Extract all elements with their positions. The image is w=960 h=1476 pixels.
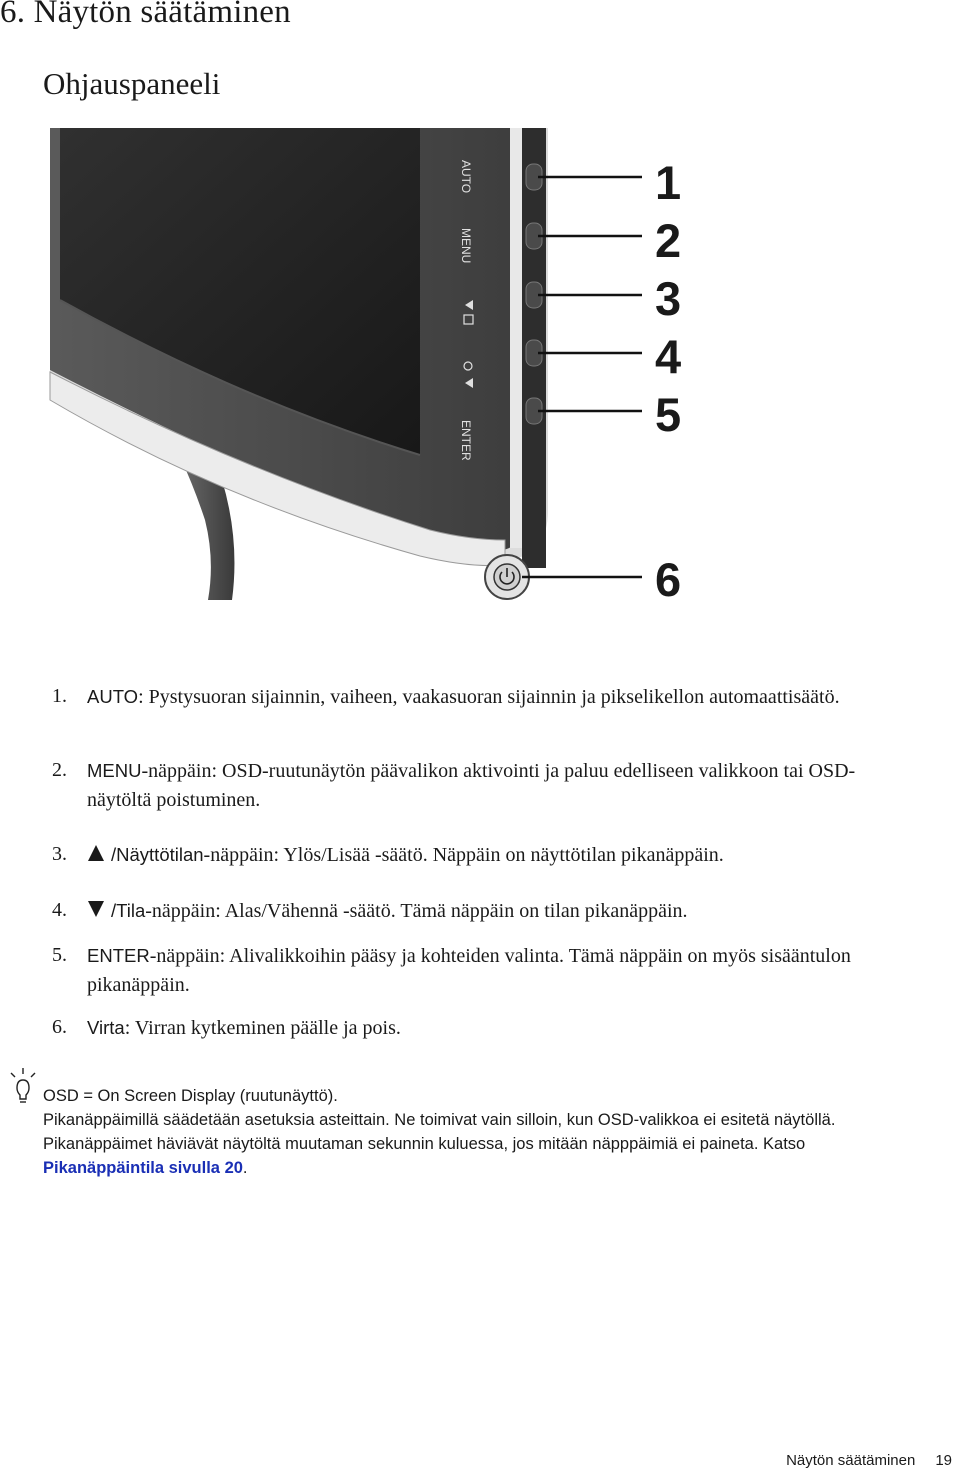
callout-6: 6 [655, 553, 682, 606]
page-footer [786, 1452, 952, 1469]
item-number: 3. [52, 843, 67, 865]
tip-note [43, 1084, 923, 1180]
control-panel-figure [0, 120, 960, 620]
item-term: MENU [87, 760, 142, 781]
item-number: 1. [52, 685, 67, 707]
item-term: /Näyttötilan [111, 844, 204, 865]
item-number: 2. [52, 759, 67, 781]
callout-numbers [655, 156, 681, 606]
down-triangle-icon [87, 900, 105, 918]
callout-4: 4 [655, 330, 682, 383]
note-paragraph: Pikanäppäimillä säädetään asetuksia asteittain. Ne toimivat vain silloin, kun OSD-valikkoa ei esitetä näytöllä. Pikanäppäimet häviävät näytöltä muutaman sekunnin kuluessa, jos mitään näpppäimiä ei paineta. Katso Pikanäppäintila sivulla 20. [43, 1111, 836, 1177]
item-term: Virta [87, 1017, 125, 1038]
item-text: -näppäin: OSD-ruutunäytön päävalikon aktivointi ja paluu edelliseen valikkoon tai OSD-näytöltä poistuminen. [87, 760, 856, 811]
footer-section: Näytön säätäminen [786, 1452, 916, 1469]
menu-label: MENU [459, 228, 473, 264]
item-text: : Pystysuoran sijainnin, vaiheen, vaakasuoran sijainnin ja pikselikellon automaattisäätö. [138, 686, 840, 708]
item-term: AUTO [87, 686, 139, 707]
callout-1: 1 [655, 156, 682, 209]
section-title: Ohjauspaneeli [43, 66, 221, 101]
item-text: -näppäin: Ylös/Lisää -säätö. Näppäin on näyttötilan pikanäppäin. [203, 844, 724, 866]
chapter-title: 6. Näytön säätäminen [0, 0, 291, 30]
item-number: 4. [52, 899, 67, 921]
page-link[interactable]: Pikanäppäintila sivulla 20 [43, 1159, 243, 1177]
item-term: ENTER [87, 945, 150, 966]
note-line-1: OSD = On Screen Display (ruutunäyttö). [43, 1087, 338, 1105]
item-term: /Tila [111, 900, 146, 921]
item-number: 5. [52, 944, 67, 966]
lightbulb-icon [6, 1066, 40, 1108]
callout-3: 3 [655, 272, 682, 325]
auto-label: AUTO [459, 160, 473, 194]
enter-label: ENTER [459, 420, 473, 461]
callout-5: 5 [655, 388, 682, 441]
page-number: 19 [935, 1452, 952, 1469]
item-text: -näppäin: Alivalikkoihin pääsy ja kohteiden valinta. Tämä näppäin on myös sisääntulon pikanäppäin. [87, 945, 851, 996]
monitor-body [50, 128, 548, 568]
callout-2: 2 [655, 214, 682, 267]
up-triangle-icon [87, 844, 105, 862]
item-text: : Virran kytkeminen päälle ja pois. [124, 1017, 401, 1039]
item-number: 6. [52, 1016, 67, 1038]
item-text: -näppäin: Alas/Vähennä -säätö. Tämä näppäin on tilan pikanäppäin. [145, 900, 688, 922]
